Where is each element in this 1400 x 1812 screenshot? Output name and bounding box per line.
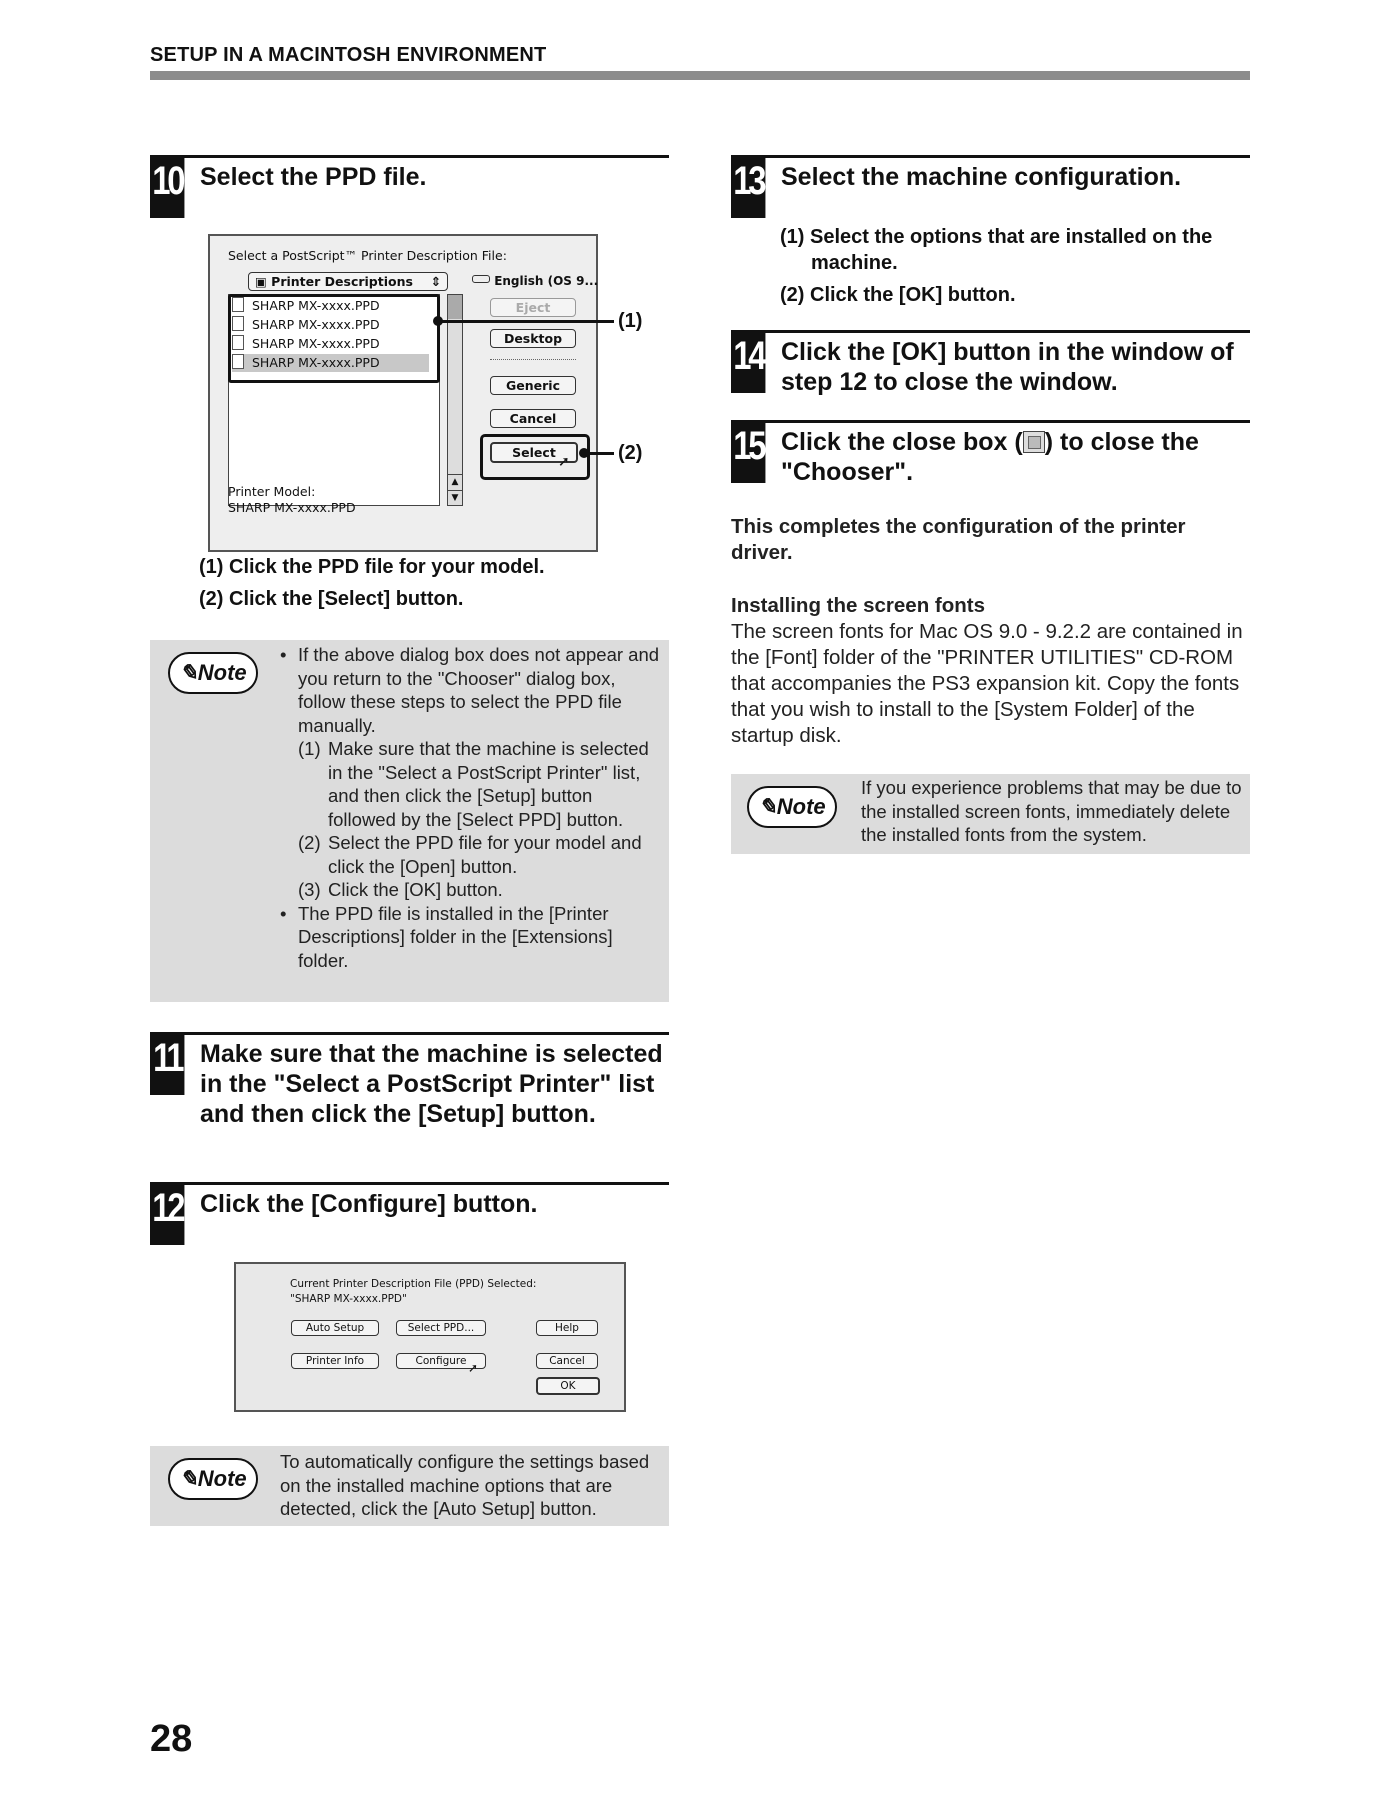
pencil-icon: ✎ [179,1466,198,1491]
callout-1-label: (1) [618,310,643,332]
note-subitem: (3) Click the [OK] button. [298,879,503,900]
note-badge: ✎Note [168,1458,258,1500]
note-text: To automatically configure the settings based on the installed machine options that are detected, click the [Auto Setup] button. [280,1451,650,1519]
printer-model-value: SHARP MX-xxxx.PPD [228,500,356,515]
printer-info-button[interactable]: Printer Info [291,1353,379,1369]
list-item-selected[interactable]: SHARP MX-xxxx.PPD [232,354,429,372]
step-title: Click the [OK] button in the window of step 12 to close the window. [781,338,1234,396]
callout-2-dot [579,448,589,458]
language-label: English (OS 9... [472,274,598,288]
pencil-icon: ✎ [179,660,198,685]
step-14 [731,330,1250,397]
ppd-select-dialog [208,234,598,552]
document-icon [232,297,244,312]
printer-model-label: Printer Model: [228,484,316,499]
header-rule [150,71,1250,80]
disk-icon [472,275,490,283]
completion-text: This completes the configuration of the printer driver. [731,515,1186,564]
step-number: 15 [731,423,765,483]
cursor-icon: ➚ [558,454,570,470]
step-title: Select the machine configuration. [781,163,1182,191]
step-12 [150,1182,669,1249]
note-bullet: • If the above dialog box does not appear and you return to the "Chooser" dialog box, follow these steps to select the PPD file manually. [278,643,662,737]
dialog-line: "SHARP MX-xxxx.PPD" [290,1293,407,1305]
step-13-substeps [780,224,1250,308]
step-title: Make sure that the machine is selected in the "Select a PostScript Printer" list and then click the [Setup] button. [200,1040,663,1128]
step-13 [731,155,1250,222]
ok-button[interactable]: OK [536,1377,600,1395]
note-subitem: (1) Make sure that the machine is selected in the "Select a PostScript Printer" list, and then click the [Setup] button followed by the [Select PPD] button. [298,738,649,830]
dialog-line: Current Printer Description File (PPD) Selected: [290,1278,537,1290]
substep: (2) Click the [OK] button. [780,284,1016,306]
scroll-thumb[interactable] [448,295,462,319]
page-number: 28 [150,1718,193,1760]
note-box [150,640,669,1002]
note-box [150,1446,669,1526]
list-item[interactable]: SHARP MX-xxxx.PPD [232,316,380,334]
cancel-button[interactable]: Cancel [490,409,576,428]
help-button[interactable]: Help [536,1320,598,1336]
list-scrollbar[interactable] [447,294,463,506]
desktop-button[interactable]: Desktop [490,329,576,348]
step-11 [150,1032,669,1165]
step-title: Click the close box ( ) to close the "Chooser". [781,428,1199,486]
configure-button[interactable]: Configure [396,1353,486,1369]
step-10-substeps [199,554,669,612]
folder-icon: ▣ [255,274,272,289]
note-text [278,643,662,972]
fonts-heading: Installing the screen fonts [731,594,986,617]
cursor-icon: ➚ [468,1361,479,1375]
note-box [731,774,1250,854]
note-bullet: • The PPD file is installed in the [Printer Descriptions] folder in the [Extensions] folder. [278,902,662,973]
step-15 [731,420,1250,487]
ppd-setup-dialog [234,1262,626,1412]
note-badge: ✎Note [747,786,837,828]
pencil-icon: ✎ [758,794,777,819]
step-number: 13 [731,158,765,218]
select-ppd-button[interactable]: Select PPD... [396,1320,486,1336]
note-text: If you experience problems that may be due to the installed screen fonts, immediately delete the installed fonts from the system. [861,777,1242,845]
substep: (1) Select the options that are installed on the machine. [780,226,1213,274]
fonts-body: The screen fonts for Mac OS 9.0 - 9.2.2 are contained in the [Font] folder of the "PRINTER UTILITIES" CD-ROM that accompanies the PS3 expansion kit. Copy the fonts that you wish to install to the [System Folder] of the startup disk. [731,620,1243,747]
generic-button[interactable]: Generic [490,376,576,395]
scroll-up-icon[interactable]: ▲ [448,474,462,489]
callout-1-line [438,320,614,323]
substep: (2) Click the [Select] button. [199,588,464,610]
note-subitem: (2) Select the PPD file for your model and click the [Open] button. [298,832,642,877]
section-header: SETUP IN A MACINTOSH ENVIRONMENT [150,44,547,66]
select-button[interactable]: Select [490,442,578,463]
callout-2-label: (2) [618,442,643,464]
document-icon [232,354,244,369]
step-title: Click the [Configure] button. [200,1190,538,1218]
step-number: 14 [731,333,765,393]
substep: (1) Click the PPD file for your model. [199,556,545,578]
eject-button[interactable]: Eject [490,298,576,317]
step-title: Select the PPD file. [200,163,427,191]
list-item[interactable]: SHARP MX-xxxx.PPD [232,335,380,353]
ppd-file-list[interactable] [228,294,440,506]
popup-arrows-icon: ⇕ [430,274,441,289]
folder-popup[interactable]: ▣ Printer Descriptions ⇕ [248,272,448,291]
step-number: 12 [150,1185,184,1245]
step-10 [150,155,669,222]
document-icon [232,335,244,350]
step-number: 11 [150,1035,184,1095]
list-item[interactable]: SHARP MX-xxxx.PPD [232,297,380,315]
scroll-down-icon[interactable]: ▼ [448,490,462,505]
cancel-button[interactable]: Cancel [536,1353,598,1369]
callout-1-dot [433,316,443,326]
auto-setup-button[interactable]: Auto Setup [291,1320,379,1336]
document-icon [232,316,244,331]
divider [490,359,576,360]
step-number: 10 [150,158,184,218]
note-badge: ✎Note [168,652,258,694]
dialog-prompt: Select a PostScript™ Printer Description File: [228,248,507,263]
close-box-icon [1023,431,1045,453]
